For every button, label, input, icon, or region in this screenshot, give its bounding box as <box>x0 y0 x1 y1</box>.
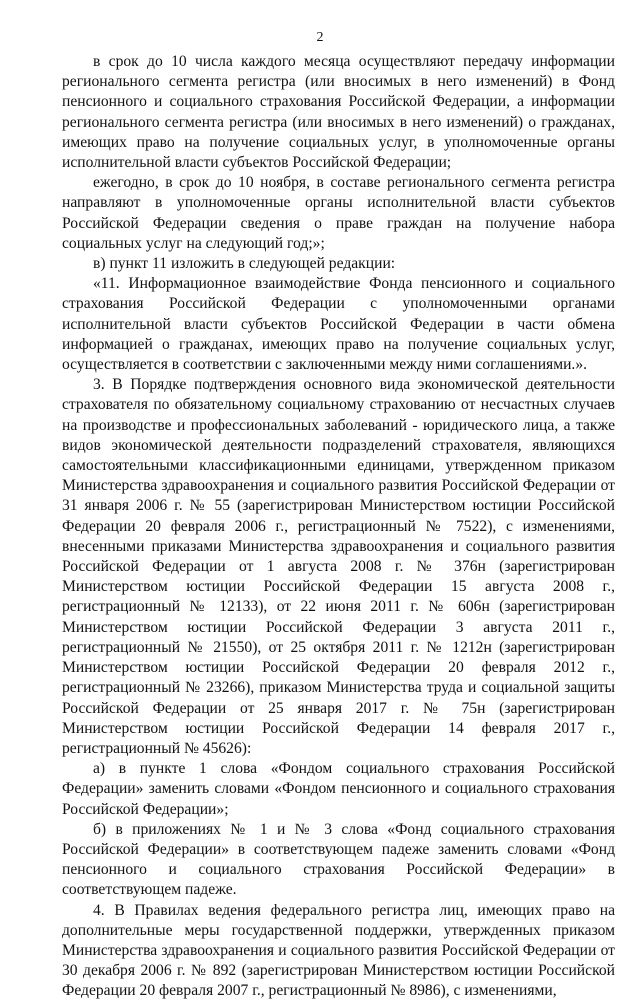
paragraph-section-3: 3. В Порядке подтверждения основного вида экономической деятельности страхователя по обязательному социальному страхованию от несчастных случаев на производстве и профессиональных заболеваний - юридического лица, а также видов экономической деятельности подразделений страхователя, являющихся самостоятельными классификационными единицами, утвержденном приказом Министерства здравоохранения и социального развития Российской Федерации от 31 января 2006 г. № 55 (зарегистрирован Министерством юстиции Российской Федерации 20 февраля 2006 г., регистрационный № 7522), с изменениями, внесенными приказами Министерства здравоохранения и социального развития Российской Федерации от 1 августа 2008 г. № 376н (зарегистрирован Министерством юстиции Российской Федерации 15 августа 2008 г., регистрационный № 12133), от 22 июня 2011 г. № 606н (зарегистрирован Министерством юстиции Российской Федерации 3 августа 2011 г., регистрационный № 21550), от 25 октября 2011 г. № 1212н (зарегистрирован Министерством юстиции Российской Федерации 20 февраля 2012 г., регистрационный № 23266), приказом Министерства труда и социальной защиты Российской Федерации от 25 января 2017 г. № 75н (зарегистрирован Министерством юстиции Российской Федерации 14 февраля 2017 г., регистрационный № 45626): <box>62 376 615 757</box>
document-body <box>62 52 615 1002</box>
paragraph-section-4: 4. В Правилах ведения федерального регистра лиц, имеющих право на дополнительные меры государственной поддержки, утвержденных приказом Министерства здравоохранения и социального развития Российской Федерации от 30 декабря 2006 г. № 892 (зарегистрирован Министерством юстиции Российской Федерации 20 февраля 2007 г., регистрационный № 8986), с изменениями, <box>62 901 615 1000</box>
page-number: 2 <box>316 30 324 45</box>
paragraph-item-v: в) пункт 11 изложить в следующей редакции: <box>93 255 396 273</box>
paragraph-item-b: б) в приложениях № 1 и № 3 слова «Фонд социального страхования Российской Федерации» в соответствующем падеже заменить словами «Фонд пенсионного и социального страхования Российской Федерации» в соответствующем падеже. <box>62 820 615 899</box>
paragraph-transfer-deadline: в срок до 10 числа каждого месяца осуществляют передачу информации регионального сегмента регистра (или вносимых в него изменений) в Фонд пенсионного и социального страхования Российской Федерации, а информации регионального сегмента регистра (или вносимых в него изменений) о гражданах, имеющих право на получение социальных услуг, в уполномоченные органы исполнительной власти субъектов Российской Федерации; <box>62 53 615 172</box>
paragraph-clause-11: «11. Информационное взаимодействие Фонда пенсионного и социального страхования Российской Федерации с уполномоченными органами исполнительной власти субъектов Российской Федерации в части обмена информацией о гражданах, имеющих право на получение социальных услуг, осуществляется в соответствии с заключенными между ними соглашениями.». <box>62 275 615 374</box>
paragraph-item-a: а) в пункте 1 слова «Фондом социального страхования Российской Федерации» заменить словами «Фондом пенсионного и социального страхования Российской Федерации»; <box>62 760 615 818</box>
paragraph-annual-november: ежегодно, в срок до 10 ноября, в составе регионального сегмента регистра направляют в уполномоченные органы исполнительной власти субъектов Российской Федерации сведения о праве граждан на получение набора социальных услуг на следующий год;»; <box>62 174 615 252</box>
